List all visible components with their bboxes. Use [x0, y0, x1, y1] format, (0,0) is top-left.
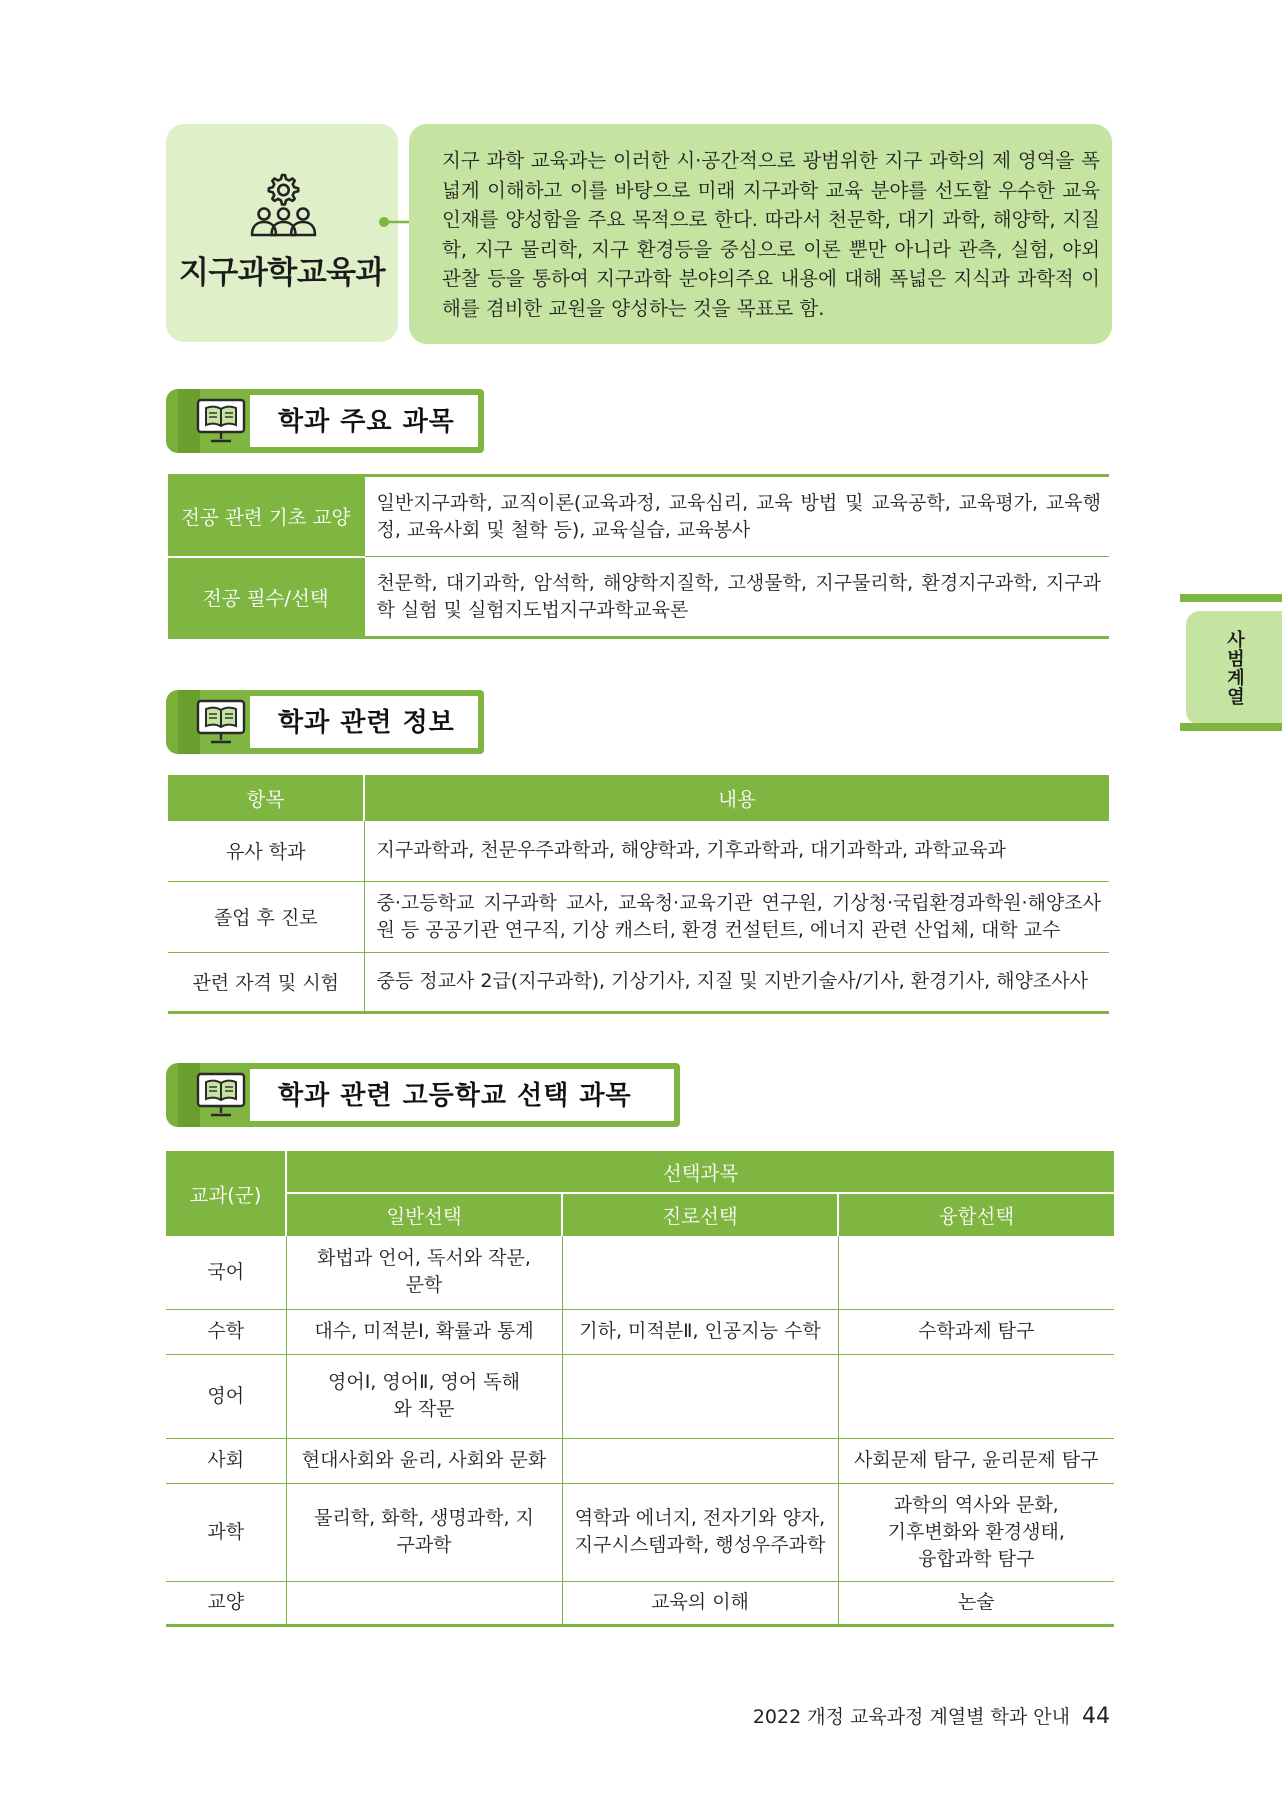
footer-text: 2022 개정 교육과정 계열별 학과 안내	[752, 1706, 1070, 1728]
row-header: 졸업 후 진로	[168, 881, 364, 952]
fusion-cell: 논술	[957, 1591, 995, 1613]
book-monitor-icon	[195, 698, 247, 746]
row-content: 지구과학과, 천문우주과학과, 해양학과, 기후과학과, 대기과학과, 과학교육과	[364, 821, 1109, 881]
side-tab-line-top	[1180, 594, 1282, 602]
row-content: 중·고등학교 지구과학 교사, 교육청·교육기관 연구원, 기상청·국립환경과학원·해양조사원 등 공공기관 연구직, 기상 캐스터, 환경 컨설턴트, 에너지 관련 산업체, 대학 교수	[364, 881, 1109, 952]
subject-cell: 과학	[166, 1483, 286, 1581]
table-row	[166, 1354, 1114, 1438]
subject-cell: 교양	[166, 1581, 286, 1625]
side-tab-line-bottom	[1180, 723, 1282, 731]
career-cell: 역학과 에너지, 전자기와 양자, 지구시스템과학, 행성우주과학	[562, 1483, 838, 1581]
book-monitor-icon	[195, 1071, 247, 1119]
side-tab-label: 사범계열	[1224, 630, 1245, 706]
major-subjects-table	[168, 474, 1109, 639]
column-header-general: 일반선택	[286, 1193, 562, 1236]
row-content: 일반지구과학, 교직이론(교육과정, 교육심리, 교육 방법 및 교육공학, 교육평가, 교육행정, 교육사회 및 철학 등), 교육실습, 교육봉사	[364, 476, 1109, 557]
career-cell: 교육의 이해	[562, 1581, 838, 1625]
table-header-row	[166, 1193, 1114, 1236]
column-header-career: 진로선택	[562, 1193, 838, 1236]
section-title: 학과 주요 과목	[278, 407, 455, 437]
book-monitor-icon	[195, 397, 247, 445]
column-header-group: 교과(군)	[166, 1151, 286, 1236]
career-cell	[562, 1354, 838, 1438]
section-header-related-info	[166, 690, 484, 754]
subject-cell: 국어	[166, 1236, 286, 1309]
row-header: 전공 필수/선택	[168, 557, 364, 638]
gear-people-icon	[246, 169, 318, 239]
fusion-cell	[838, 1354, 1114, 1438]
fusion-cell	[838, 1236, 1114, 1309]
section-header-major-subjects	[166, 389, 484, 453]
department-card	[166, 124, 398, 342]
career-cell	[562, 1438, 838, 1483]
table-row	[168, 952, 1109, 1012]
table-row	[166, 1483, 1114, 1581]
table-row	[168, 476, 1109, 557]
row-header: 관련 자격 및 시험	[168, 952, 364, 1012]
subject-cell: 사회	[166, 1438, 286, 1483]
general-cell: 영어Ⅰ, 영어Ⅱ, 영어 독해와 작문	[286, 1354, 562, 1438]
fusion-cell: 과학의 역사와 문화, 기후변화와 환경생태, 융합과학 탐구	[838, 1483, 1114, 1581]
general-cell: 현대사회와 윤리, 사회와 문화	[286, 1438, 562, 1483]
column-header: 내용	[364, 775, 1109, 821]
table-row	[166, 1236, 1114, 1309]
section-header-highschool-subjects	[166, 1063, 680, 1127]
table-row	[166, 1309, 1114, 1354]
highschool-subjects-table	[166, 1151, 1114, 1627]
section-title: 학과 관련 정보	[278, 708, 455, 738]
page-number: 44	[1082, 1704, 1110, 1729]
career-cell	[562, 1236, 838, 1309]
general-cell: 물리학, 화학, 생명과학, 지구과학	[286, 1483, 562, 1581]
career-cell: 기하, 미적분Ⅱ, 인공지능 수학	[562, 1309, 838, 1354]
row-content: 천문학, 대기과학, 암석학, 해양학지질학, 고생물학, 지구물리학, 환경지구과학, 지구과학 실험 및 실험지도법지구과학교육론	[364, 557, 1109, 638]
section-title: 학과 관련 고등학교 선택 과목	[278, 1081, 632, 1111]
row-content: 중등 정교사 2급(지구과학), 기상기사, 지질 및 지반기술사/기사, 환경기사, 해양조사사	[376, 970, 1088, 992]
department-title: 지구과학교육과	[178, 254, 386, 291]
subject-cell: 영어	[166, 1354, 286, 1438]
table-row	[168, 821, 1109, 881]
side-category-tab[interactable]	[1186, 611, 1282, 725]
table-row	[168, 557, 1109, 638]
general-cell	[286, 1581, 562, 1625]
related-info-table	[168, 775, 1109, 1014]
fusion-cell: 사회문제 탐구, 윤리문제 탐구	[838, 1438, 1114, 1483]
table-row	[166, 1438, 1114, 1483]
column-header-fusion: 융합선택	[838, 1193, 1114, 1236]
general-cell: 화법과 언어, 독서와 작문, 문학	[286, 1236, 562, 1309]
page-footer	[753, 1702, 1110, 1729]
row-header: 유사 학과	[168, 821, 364, 881]
table-row	[168, 881, 1109, 952]
column-header: 항목	[168, 775, 364, 821]
general-cell: 대수, 미적분Ⅰ, 확률과 통계	[286, 1309, 562, 1354]
subject-cell: 수학	[166, 1309, 286, 1354]
department-intro: 지구 과학 교육과는 이러한 시·공간적으로 광범위한 지구 과학의 제 영역을 폭 넓게 이해하고 이를 바탕으로 미래 지구과학 교육 분야를 선도할 우수한 교육 인재를 양성함을 주요 목적으로 한다. 따라서 천문학, 대기 과학, 해양학, 지질학, 지구 물리학, 지구 환경등을 중심으로 이론 뿐만 아니라 관측, 실험, 야외 관찰 등을 통하여 지구과학 분야의주요 내용에 대해 폭넓은 지식과 과학적 이해를 겸비한 교원을 양성하는 것을 목표로 함.	[409, 124, 1112, 344]
table-header-row	[168, 775, 1109, 821]
table-header-row	[166, 1151, 1114, 1193]
row-header: 전공 관련 기초 교양	[168, 476, 364, 557]
fusion-cell: 수학과제 탐구	[838, 1309, 1114, 1354]
column-header-select: 선택과목	[286, 1151, 1114, 1193]
table-row	[166, 1581, 1114, 1625]
